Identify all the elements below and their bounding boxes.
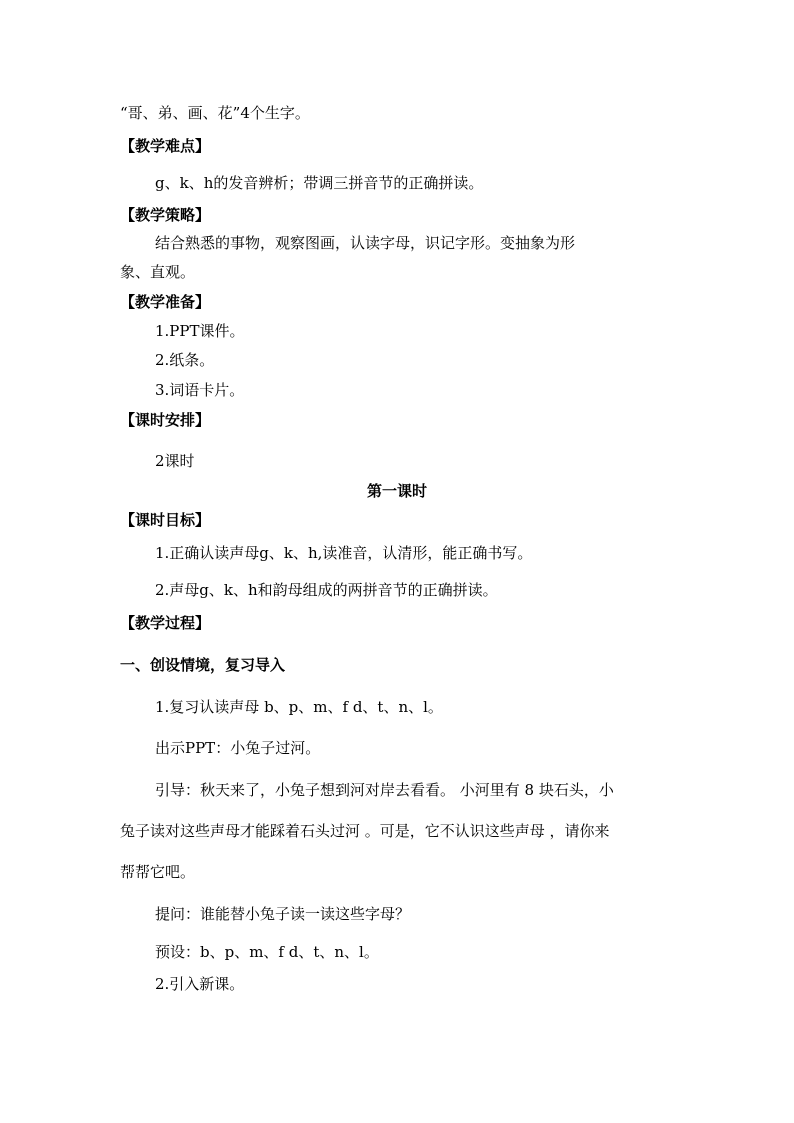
strategy-heading: 【教学策略】 (120, 206, 211, 224)
lesson-title: 第一课时 (366, 482, 427, 500)
preparation-item: 3.词语卡片。 (155, 381, 245, 399)
goal-item: 2.声母g、k、h和韵母组成的两拼音节的正确拼读。 (155, 581, 498, 599)
goals-heading: 【课时目标】 (120, 511, 211, 529)
paragraph: 提问：谁能替小兔子读一读这些字母？ (155, 905, 411, 923)
preparation-heading: 【教学准备】 (120, 293, 211, 311)
process-heading: 【教学过程】 (120, 614, 211, 632)
strategy-text-line-2: 象、直观。 (120, 263, 196, 281)
paragraph: 1.复习认读声母 b、p、m、f d、t、n、l。 (155, 698, 443, 716)
intro-line: “哥、弟、画、花”4个生字。 (120, 104, 310, 122)
preparation-item: 2.纸条。 (155, 351, 215, 369)
difficulty-text: g、k、h的发音辨析；带调三拼音节的正确拼读。 (155, 174, 484, 192)
section-title: 一、创设情境，复习导入 (120, 656, 286, 674)
paragraph: 出示PPT：小兔子过河。 (155, 739, 321, 757)
schedule-heading: 【课时安排】 (120, 411, 211, 429)
paragraph-line-2: 兔子读对这些声母才能踩着石头过河 。可是，它不认识这些声母 ，请你来 (120, 822, 610, 840)
difficulty-heading: 【教学难点】 (120, 137, 211, 155)
preparation-item: 1.PPT课件。 (155, 322, 245, 340)
paragraph-line-1: 引导：秋天来了，小兔子想到河对岸去看看。 小河里有 8 块石头，小 (155, 781, 614, 799)
strategy-text-line-1: 结合熟悉的事物，观察图画，认读字母，识记字形。变抽象为形 (155, 234, 576, 252)
schedule-text: 2课时 (155, 452, 195, 470)
goal-item: 1.正确认读声母g、k、h,读准音，认清形，能正确书写。 (155, 544, 533, 562)
paragraph: 预设：b、p、m、f d、t、n、l。 (155, 943, 379, 961)
paragraph: 2.引入新课。 (155, 975, 245, 993)
paragraph-line-3: 帮帮它吧。 (120, 863, 196, 881)
